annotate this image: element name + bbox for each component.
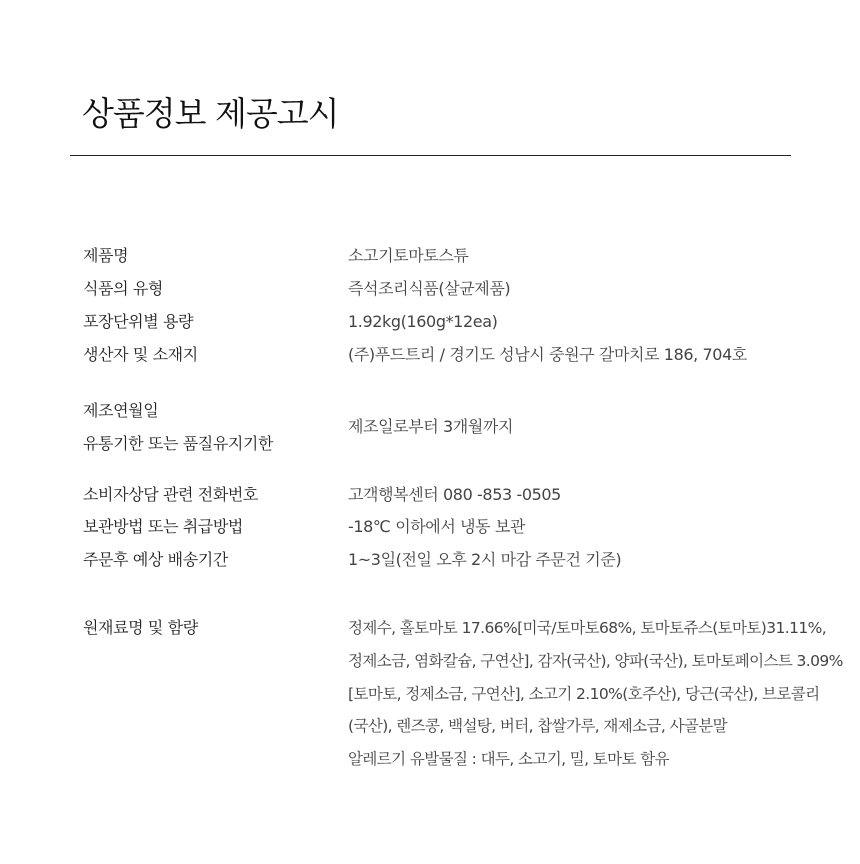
title-divider bbox=[70, 155, 791, 156]
product-name-label: 제품명 bbox=[83, 246, 129, 265]
delivery-period-value: 1~3일(전일 오후 2시 마감 주문건 기준) bbox=[348, 550, 622, 569]
producer-label: 생산자 및 소재지 bbox=[83, 345, 198, 364]
ingredients-line: 정제수, 홀토마토 17.66%[미국/토마토68%, 토마토쥬스(토마토)31.11%, bbox=[348, 619, 827, 637]
manufacture-date-label: 제조연월일 bbox=[83, 401, 159, 420]
expiry-value: 제조일로부터 3개월까지 bbox=[348, 417, 514, 436]
product-name-value: 소고기토마토스튜 bbox=[348, 246, 469, 265]
package-volume-value: 1.92kg(160g*12ea) bbox=[348, 312, 498, 331]
page-title: 상품정보 제공고시 bbox=[82, 94, 339, 133]
food-type-label: 식품의 유형 bbox=[83, 279, 163, 298]
producer-value: (주)푸드트리 / 경기도 성남시 중원구 갈마치로 186, 704호 bbox=[348, 345, 747, 364]
consumer-phone-value: 고객행복센터 080 -853 -0505 bbox=[348, 485, 561, 504]
storage-value: -18℃ 이하에서 냉동 보관 bbox=[348, 517, 526, 536]
allergen-line: 알레르기 유발물질 : 대두, 소고기, 밀, 토마토 함유 bbox=[348, 750, 669, 768]
package-volume-label: 포장단위별 용량 bbox=[83, 312, 194, 331]
expiry-label: 유통기한 또는 품질유지기한 bbox=[83, 434, 274, 453]
delivery-period-label: 주문후 예상 배송기간 bbox=[83, 550, 228, 569]
storage-label: 보관방법 또는 취급방법 bbox=[83, 517, 243, 536]
ingredients-line: (국산), 렌즈콩, 백설탕, 버터, 찹쌀가루, 재제소금, 사골분말 bbox=[348, 717, 728, 735]
ingredients-line: 정제소금, 염화칼슘, 구연산], 감자(국산), 양파(국산), 토마토페이스트 3.09% bbox=[348, 652, 843, 670]
ingredients-label: 원재료명 및 함량 bbox=[83, 618, 198, 637]
consumer-phone-label: 소비자상담 관련 전화번호 bbox=[83, 485, 258, 504]
ingredients-line: [토마토, 정제소금, 구연산], 소고기 2.10%(호주산), 당근(국산), 브로콜리 bbox=[348, 685, 820, 703]
food-type-value: 즉석조리식품(살균제품) bbox=[348, 279, 511, 298]
